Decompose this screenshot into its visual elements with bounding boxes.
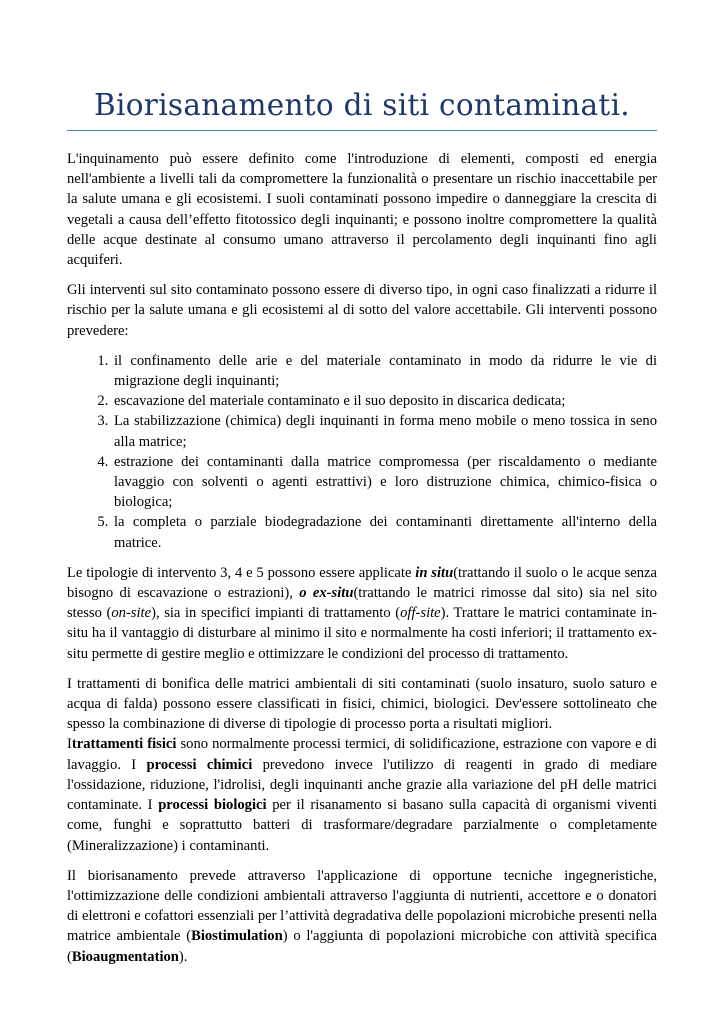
list-item: 5. la completa o parziale biodegradazione dei contaminanti direttamente all'interno della matrice. — [112, 512, 657, 552]
term-in-situ: in situ — [415, 564, 454, 581]
term-physical-treatments: trattamenti fisici — [71, 736, 177, 753]
term-ex-situ: o ex-situ — [299, 585, 354, 602]
paragraph-treatments: I trattamenti di bonifica delle matrici ambientali di siti contaminati (suolo insaturo, suolo saturo e acqua di falda) possono essere classificati in fisici, chimici, biologici. Dev'essere sottolineato che spesso la combinazione di diverse di tipologie di processo porta a risultati migliori. — [67, 675, 657, 733]
paragraph-in-situ-ex-situ: Le tipologie di intervento 3, 4 e 5 possono essere applicate in situ(trattando il suolo o le acque senza bisogno di escavazione o estrazioni), o ex-situ(trattando le matrici rimosse dal sito) sia nel sito stesso (on-site), sia in specifici impianti di trattamento (off-site). Trattare le matrici contaminate in-situ ha il vantaggio di disturbare al minimo il sito e normalmente ha costi inferiori; il trattamento ex-situ permette di gestire meglio e ottimizzare le condizioni del processo di trattamento. — [67, 564, 657, 662]
list-item: 4. estrazione dei contaminanti dalla matrice compromessa (per riscaldamento o mediante lavaggio con solventi o agenti estrattivi) e loro distruzione chimica, chimico-fisica o biologica; — [112, 452, 657, 513]
term-on-site: on-site — [111, 605, 152, 622]
document-title: Biorisanamento di siti contaminati. — [94, 88, 630, 122]
paragraph-bioremediation: Il biorisanamento prevede attraverso l'applicazione di opportune tecniche ingegneristiche, l'ottimizzazione delle condizioni ambientali attraverso l'aggiunta di nutrienti, accettore e o donatori di elettroni e cofattori essenziali per l’attività degradativa delle popolazioni microbiche presenti nella matrice ambientale (Biostimulation) o l'aggiunta di popolazioni microbiche con attività specifica (Bioaugmentation). — [67, 867, 657, 965]
list-item: 1. il confinamento delle arie e del materiale contaminato in modo da ridurre le vie di migrazione degli inquinanti; — [112, 351, 657, 391]
term-chemical-processes: processi chimici — [146, 756, 253, 773]
paragraph-interventions: Gli interventi sul sito contaminato possono essere di diverso tipo, in ogni caso finalizzati a ridurre il rischio per la salute umana e gli ecosistemi al di sotto del valore accettabile. Gli interventi possono prevedere: — [67, 282, 657, 339]
list-item: 2. escavazione del materiale contaminato e il suo deposito in discarica dedicata; — [112, 391, 657, 411]
term-off-site: off-site — [400, 605, 441, 622]
paragraph-process-types: Itrattamenti fisici sono normalmente processi termici, di solidificazione, estrazione con vapore e di lavaggio. I processi chimici prevedono invece l'utilizzo di reagenti in grado di mediare l'ossidazione, riduzione, l'idrolisi, degli inquinanti anche grazie alla variazione del pH delle matrici contaminate. I processi biologici per il risanamento si basano sulla capacità di organismi viventi come, funghi e soprattutto batteri di trasformare/degradare parzialmente o completamente (Mineralizzazione) i contaminanti. — [67, 736, 657, 854]
term-biological-processes: processi biologici — [158, 797, 267, 814]
document-body — [67, 149, 657, 967]
title-underline — [67, 130, 657, 131]
list-item: 3. La stabilizzazione (chimica) degli inquinanti in forma meno mobile o meno tossica in seno alla matrice; — [112, 411, 657, 451]
term-biostimulation: Biostimulation — [191, 928, 283, 945]
paragraph-intro: L'inquinamento può essere definito come l'introduzione di elementi, composti ed energia nell'ambiente a livelli tali da compromettere la funzionalità o presentare un rischio inaccettabile per la salute umana e gli ecosistemi. I suoli contaminati possono impedire o danneggiare la crescita di vegetali a causa dell’effetto fitotossico degli inquinanti; e possono inoltre compromettere la qualità delle acque destinate al consumo umano attraverso il percolamento degli inquinanti fino agli acquiferi. — [67, 151, 657, 269]
interventions-list — [67, 351, 657, 553]
term-bioaugmentation: Bioaugmentation — [71, 948, 179, 965]
